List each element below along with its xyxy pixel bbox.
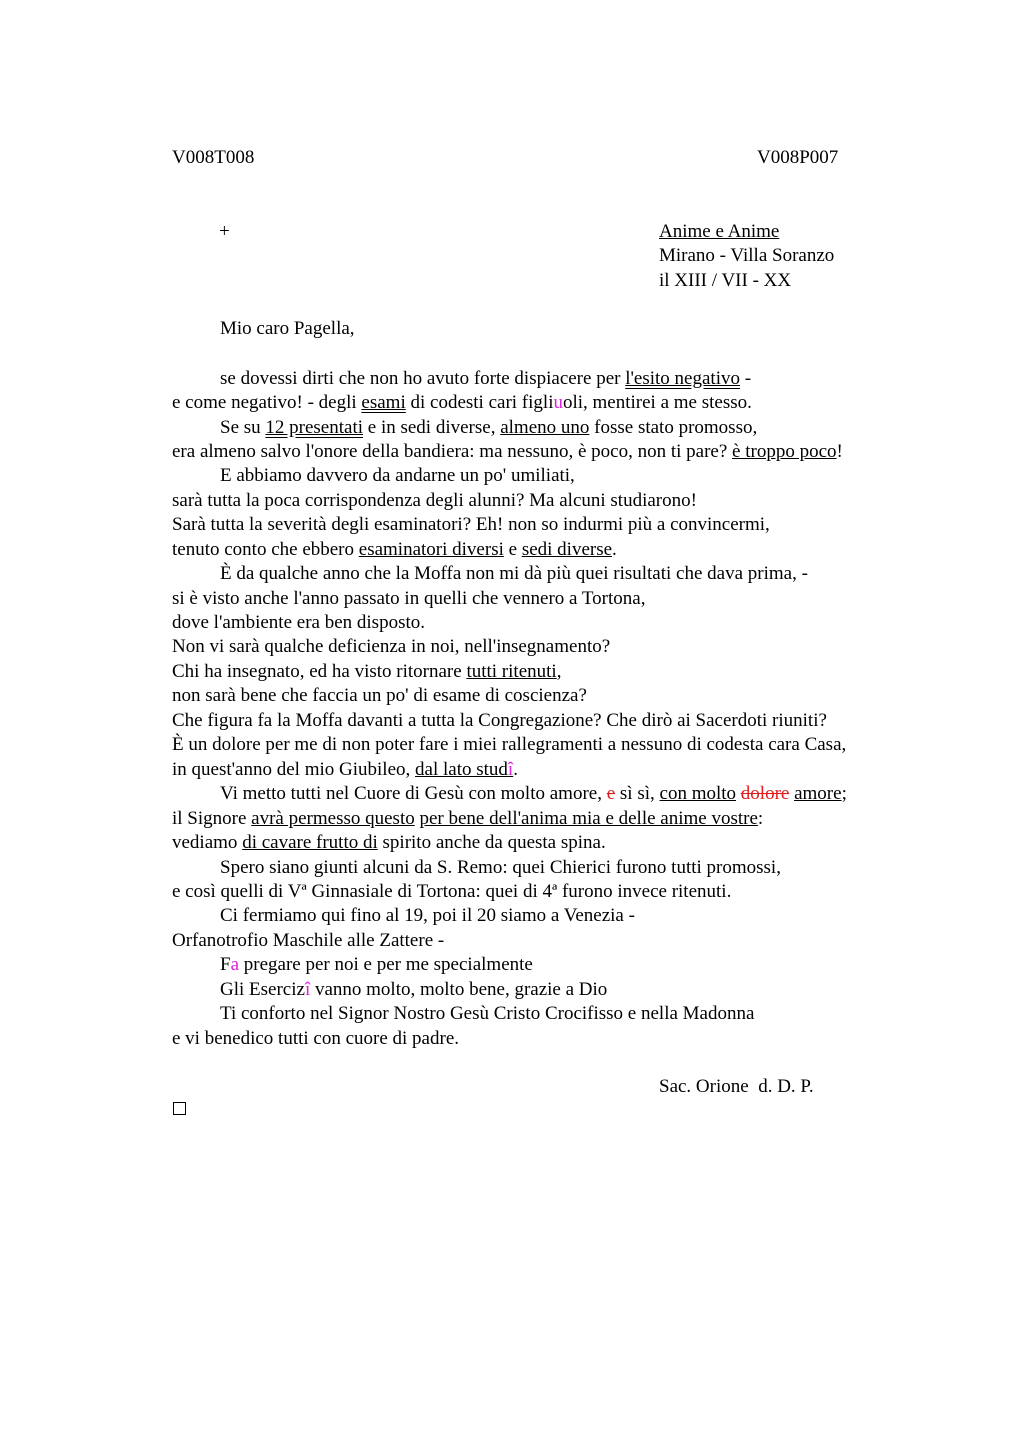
body-line: E abbiamo davvero da andarne un po' umiliati, xyxy=(220,465,575,486)
body-line: e come negativo! - degli esami di codesti cari figliuoli, mentirei a me stesso. xyxy=(172,392,752,413)
body-line: e così quelli di Vª Ginnasiale di Tortona: quei di 4ª furono invece ritenuti. xyxy=(172,881,732,902)
body-line: tenuto conto che ebbero esaminatori diversi e sedi diverse. xyxy=(172,539,617,560)
body-line: se dovessi dirti che non ho avuto forte dispiacere per l'esito negativo - xyxy=(220,368,752,389)
signature: Sac. Orione d. D. P. xyxy=(659,1076,814,1097)
body-line: il Signore avrà permesso questo per bene dell'anima mia e delle anime vostre: xyxy=(172,808,764,829)
place-line-3: il XIII / VII - XX xyxy=(659,270,792,291)
header-right-code: V008P007 xyxy=(757,147,839,168)
salutation: Mio caro Pagella, xyxy=(220,318,355,339)
body-line: Orfanotrofio Maschile alle Zattere - xyxy=(172,930,445,951)
body-line: dove l'ambiente era ben disposto. xyxy=(172,612,425,633)
body-line: vediamo di cavare frutto di spirito anche da questa spina. xyxy=(172,832,606,853)
body-line: È da qualche anno che la Moffa non mi dà più quei risultati che dava prima, - xyxy=(220,563,808,584)
body-line: Chi ha insegnato, ed ha visto ritornare tutti ritenuti, xyxy=(172,661,562,682)
body-line: Se su 12 presentati e in sedi diverse, almeno uno fosse stato promosso, xyxy=(220,417,758,438)
place-line-1: Anime e Anime xyxy=(659,221,780,242)
body-line: non sarà bene che faccia un po' di esame di coscienza? xyxy=(172,685,587,706)
place-line-2: Mirano - Villa Soranzo xyxy=(659,245,835,266)
body-line: era almeno salvo l'onore della bandiera: ma nessuno, è poco, non ti pare? è troppo poco! xyxy=(172,441,843,462)
end-box-mark xyxy=(173,1102,186,1115)
body-line: Che figura fa la Moffa davanti a tutta la Congregazione? Che dirò ai Sacerdoti riuniti? xyxy=(172,710,827,731)
body-line: in quest'anno del mio Giubileo, dal lato studî. xyxy=(172,759,518,780)
body-line: Vi metto tutti nel Cuore di Gesù con molto amore, e sì sì, con molto dolore amore; xyxy=(220,783,847,804)
body-line: si è visto anche l'anno passato in quelli che vennero a Tortona, xyxy=(172,588,646,609)
body-line: Sarà tutta la severità degli esaminatori? Eh! non so indurmi più a convincermi, xyxy=(172,514,770,535)
body-line: Ci fermiamo qui fino al 19, poi il 20 siamo a Venezia - xyxy=(220,905,635,926)
cross-mark: + xyxy=(219,221,230,242)
body-line: Ti conforto nel Signor Nostro Gesù Cristo Crocifisso e nella Madonna xyxy=(220,1003,755,1024)
body-line: È un dolore per me di non poter fare i miei rallegramenti a nessuno di codesta cara Casa, xyxy=(172,734,847,755)
body-line: Gli Esercizî vanno molto, molto bene, grazie a Dio xyxy=(220,979,608,1000)
body-line: sarà tutta la poca corrispondenza degli alunni? Ma alcuni studiarono! xyxy=(172,490,697,511)
body-line: Fa pregare per noi e per me specialmente xyxy=(220,954,533,975)
body-line: Spero siano giunti alcuni da S. Remo: quei Chierici furono tutti promossi, xyxy=(220,857,781,878)
header-left-code: V008T008 xyxy=(172,147,255,168)
body-line: e vi benedico tutti con cuore di padre. xyxy=(172,1028,460,1049)
body-line: Non vi sarà qualche deficienza in noi, nell'insegnamento? xyxy=(172,636,611,657)
